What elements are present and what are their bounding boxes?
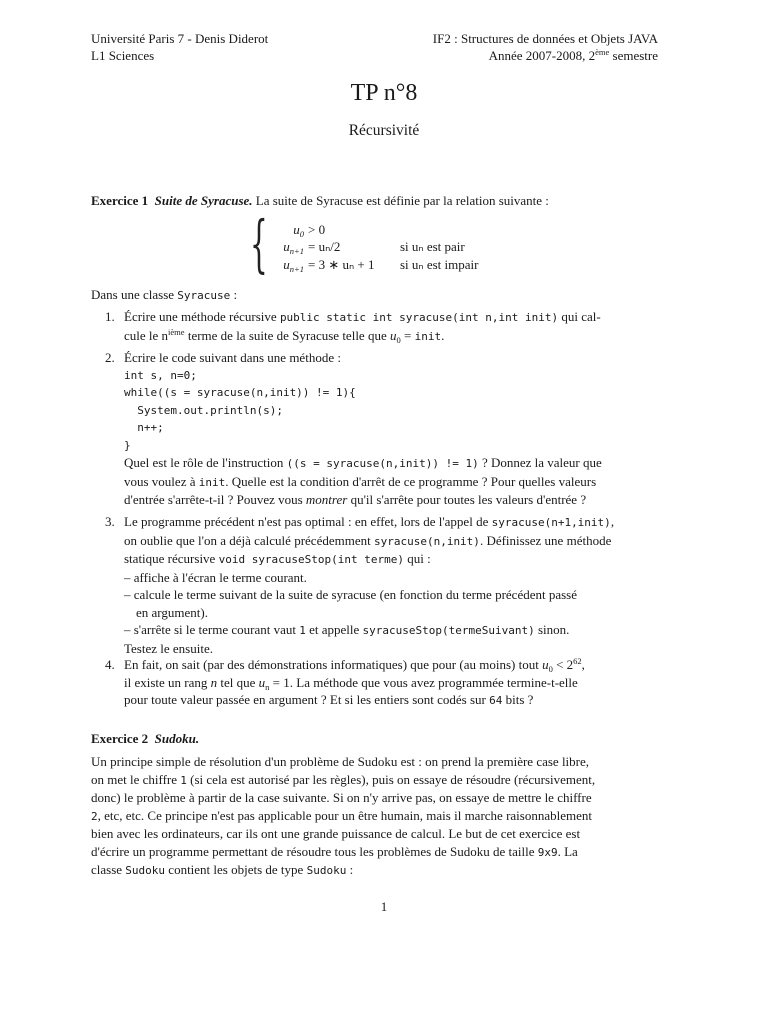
page-subtitle: Récursivité [348,122,420,139]
paragraph-line: d'écrire un programme permettant de résoudre tous les problèmes de Sudoku de taille 9x9. La [91,843,578,859]
class-intro: Dans une classe Syracuse : [91,287,238,302]
university-name: Université Paris 7 - Denis Diderot [91,31,269,46]
page-title: TP n°8 [350,80,418,106]
exercise-2-body [91,753,661,880]
level-label: L1 Sciences [91,48,155,63]
paragraph-line: on met le chiffre 1 (si cela est autorisé par les règles), puis on essaye de résoudre (récursivement, [91,771,596,787]
course-name: IF2 : Structures de données et Objets JAVA [432,31,658,46]
paragraph-line: bien avec les ordinateurs, car ils ont une grande puissance de calcul. Le but de cet exercice est [91,826,581,841]
exercise-1-heading: Exercice 1 Suite de Syracuse. La suite de Syracuse est définie par la relation suivante : [91,193,549,208]
left-brace: { [250,207,268,280]
paragraph-line: donc) le problème à partir de la case suivante. Si on n'y arrive pas, on essaye de mettre le chiffre [91,790,592,805]
code-snippet: int s, n=0; while((s = syracuse(n,init)) != 1){ System.out.println(s); n++; } [124,368,356,452]
year-label: Année 2007-2008, 2ème semestre [488,47,658,63]
paragraph-line: Un principe simple de résolution d'un problème de Sudoku est : on prend la première case libre, [91,754,590,769]
paragraph-line: classe Sudoku contient les objets de type Sudoku : [91,862,354,877]
header-left [91,30,268,64]
header-right [433,30,658,64]
exercise-2-heading: Exercice 2 Sudoku. [91,731,200,746]
paragraph-line: 2, etc, etc. Ce principe n'est pas applicable pour un être humain, mais il marche raisonnablement [91,807,592,823]
syracuse-system: { $u_0$ > 0 $u_{n+1}$ = uₙ/2 si uₙ est pair $u_{n+1}$ = 3 ∗ uₙ + 1 si uₙ est impair [250,207,479,280]
page-number: 1 [380,899,388,914]
